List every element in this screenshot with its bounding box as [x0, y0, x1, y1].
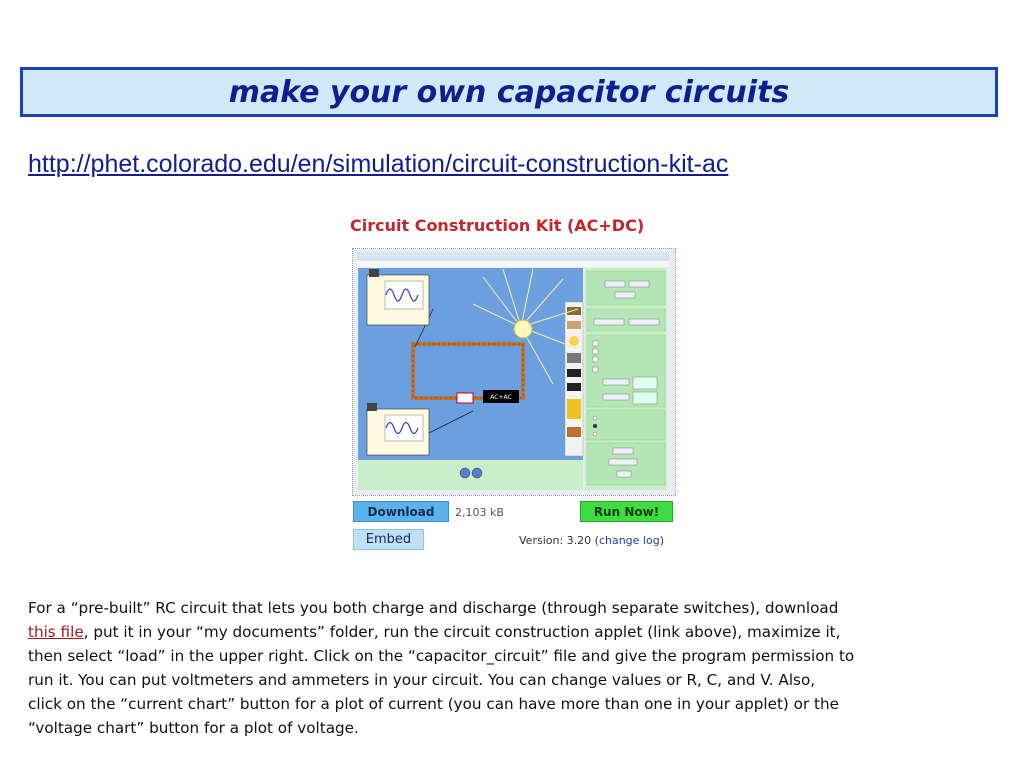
- instructions-paragraph: [28, 597, 998, 740]
- simulation-preview-image: [353, 249, 675, 495]
- simulation-title: Circuit Construction Kit (AC+DC): [350, 216, 645, 235]
- instructions-line: [28, 621, 998, 645]
- title-banner: [20, 67, 998, 117]
- instructions-line: then select “load” in the upper right. Click on the “capacitor_circuit” file and give the program permission to: [28, 646, 855, 665]
- this-file-link[interactable]: this file: [28, 622, 84, 641]
- version-suffix: ): [659, 534, 664, 547]
- version-label: [519, 534, 664, 547]
- instructions-line: For a “pre-built” RC circuit that lets you both charge and discharge (through separate switches), download: [28, 599, 839, 617]
- change-log-link[interactable]: change log: [598, 534, 660, 547]
- instructions-line-rest: , put it in your “my documents” folder, run the circuit construction applet (link above), maximize it,: [83, 622, 841, 641]
- run-now-button[interactable]: Run Now!: [580, 501, 673, 522]
- instructions-line: click on the “current chart” button for a plot of current (you can have more than one in your applet) or the: [28, 694, 839, 713]
- simulation-screenshot[interactable]: [352, 248, 676, 496]
- svg-text:AC+AC: AC+AC: [490, 394, 512, 401]
- slide-title: make your own capacitor circuits: [228, 74, 790, 110]
- simulation-url-link[interactable]: http://phet.colorado.edu/en/simulation/circuit-construction-kit-ac: [28, 150, 729, 178]
- download-button[interactable]: Download: [353, 501, 449, 522]
- version-prefix: Version: 3.20 (: [519, 534, 599, 547]
- file-size-label: 2,103 kB: [455, 506, 504, 519]
- embed-button[interactable]: Embed: [353, 529, 424, 550]
- instructions-line: “voltage chart” button for a plot of voltage.: [28, 718, 359, 737]
- instructions-line: run it. You can put voltmeters and ammeters in your circuit. You can change values or R, C, and V. Also,: [28, 670, 816, 689]
